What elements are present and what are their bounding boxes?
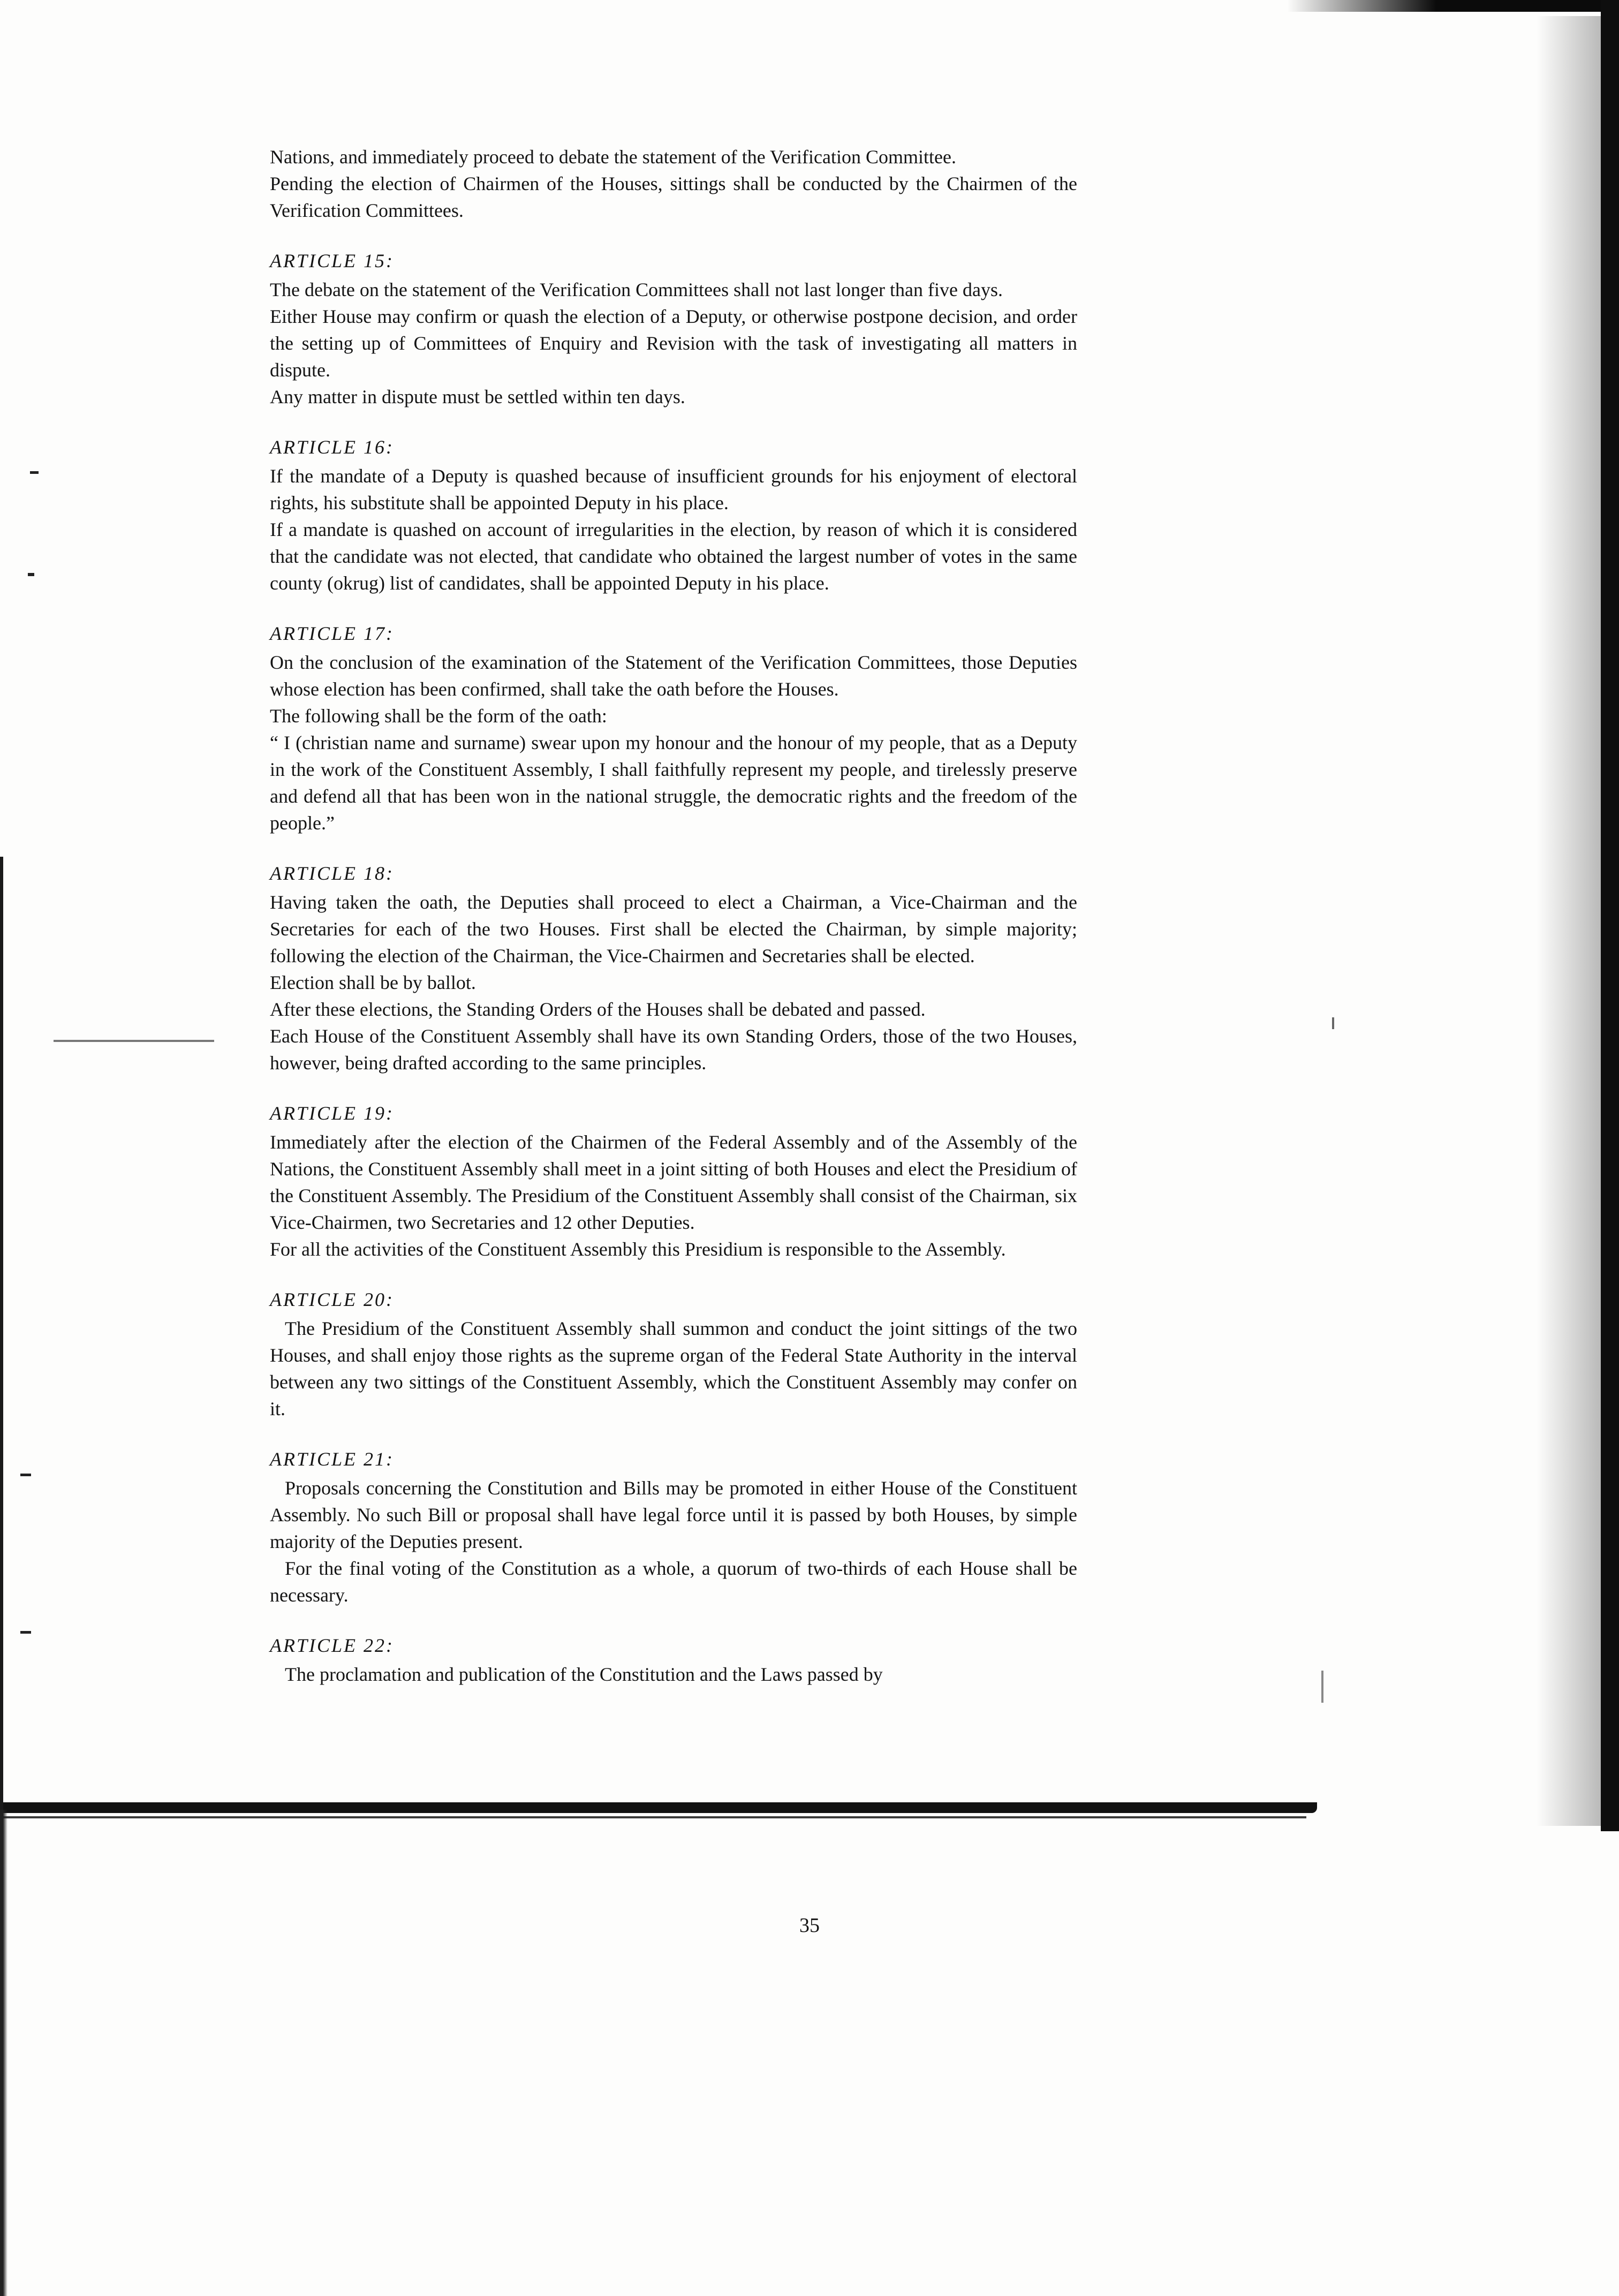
article-paragraph: Each House of the Constituent Assembly shall have its own Standing Orders, those of the two Houses, however, being drafted according to the same principles. [270, 1025, 1077, 1074]
oath-text: “ I (christian name and surname) swear upon my honour and the honour of my people, that as a Deputy in the work of the Constituent Assembly, I shall faithfully represent my people, and tirelessly preserve and defend all that has been won in the national struggle, the democratic rights and the freedom of the people.” [270, 732, 1077, 834]
article-paragraph: The following shall be the form of the oath: [270, 705, 607, 727]
scan-speck [1332, 1017, 1334, 1029]
article-paragraph: If the mandate of a Deputy is quashed because of insufficient grounds for his enjoyment of electoral rights, his substitute shall be appointed Deputy in his place. [270, 465, 1077, 513]
article-18 [270, 860, 1077, 1076]
article-paragraph: Election shall be by ballot. [270, 972, 476, 993]
scan-edge-top [1287, 0, 1619, 12]
article-heading: ARTICLE 19: [270, 1102, 395, 1124]
document-body [270, 144, 1077, 1688]
article-20 [270, 1286, 1077, 1422]
article-paragraph: Either House may confirm or quash the election of a Deputy, or otherwise postpone decision, and order the setting up of Committees of Enquiry and Revision with the task of investigating all matters in dispute. [270, 306, 1077, 381]
scan-speck [1321, 1671, 1323, 1703]
scan-speck [20, 1631, 31, 1634]
scan-edge-right [1601, 0, 1619, 1831]
article-17 [270, 620, 1077, 836]
article-heading: ARTICLE 18: [270, 863, 395, 884]
article-paragraph: Any matter in dispute must be settled within ten days. [270, 386, 685, 407]
article-paragraph: The debate on the statement of the Verification Committees shall not last longer than five days. [270, 279, 1003, 300]
article-paragraph: For all the activities of the Constituent Assembly this Presidium is responsible to the Assembly. [270, 1238, 1006, 1260]
opening-paragraph: Pending the election of Chairmen of the Houses, sittings shall be conducted by the Chairmen of the Verification Committees. [270, 173, 1077, 221]
article-paragraph: For the final voting of the Constitution as a whole, a quorum of two-thirds of each House shall be necessary. [270, 1558, 1077, 1606]
scan-edge-shade [1537, 16, 1601, 1826]
article-heading: ARTICLE 21: [270, 1448, 395, 1470]
scan-edge-bottom-line [0, 1816, 1306, 1818]
article-15 [270, 247, 1077, 410]
article-paragraph: Proposals concerning the Constitution and Bills may be promoted in either House of the Constituent Assembly. No such Bill or proposal shall have legal force until it is passed by both Houses, by simple majority of the Deputies present. [270, 1477, 1077, 1552]
article-paragraph: Having taken the oath, the Deputies shall proceed to elect a Chairman, a Vice-Chairman and the Secretaries for each of the two Houses. First shall be elected the Chairman, by simple majority; following the election of the Chairman, the Vice-Chairmen and Secretaries shall be elected. [270, 892, 1077, 966]
article-heading: ARTICLE 20: [270, 1289, 395, 1310]
article-heading: ARTICLE 15: [270, 250, 395, 271]
scan-speck [28, 573, 34, 576]
scan-speck [30, 471, 39, 474]
scan-edge-left-lower [0, 1810, 7, 2296]
page-number: 35 [799, 1914, 820, 1937]
article-paragraph: On the conclusion of the examination of the Statement of the Verification Committees, those Deputies whose election has been confirmed, shall take the oath before the Houses. [270, 652, 1077, 700]
article-paragraph: After these elections, the Standing Orders of the Houses shall be debated and passed. [270, 999, 926, 1020]
opening-paragraph: Nations, and immediately proceed to debate the statement of the Verification Committee. [270, 146, 956, 168]
article-paragraph: Immediately after the election of the Chairmen of the Federal Assembly and of the Assembly of the Nations, the Constituent Assembly shall meet in a joint sitting of both Houses and elect the Presidium of the Constituent Assembly. The Presidium of the Constituent Assembly shall consist of the Chairman, six Vice-Chairmen, two Secretaries and 12 other Deputies. [270, 1131, 1077, 1233]
article-19 [270, 1100, 1077, 1263]
article-paragraph: The Presidium of the Constituent Assembly shall summon and conduct the joint sittings of the two Houses, and shall enjoy those rights as the supreme organ of the Federal State Authority in the interval between any two sittings of the Constituent Assembly, which the Constituent Assembly may confer on it. [270, 1318, 1077, 1419]
article-21 [270, 1446, 1077, 1608]
article-16 [270, 434, 1077, 596]
scan-edge-bottom [0, 1802, 1317, 1813]
scan-speck [54, 1040, 214, 1042]
article-heading: ARTICLE 17: [270, 623, 395, 644]
article-paragraph: The proclamation and publication of the Constitution and the Laws passed by [285, 1664, 883, 1685]
scan-speck [20, 1474, 31, 1476]
article-heading: ARTICLE 16: [270, 436, 395, 458]
article-paragraph: If a mandate is quashed on account of irregularities in the election, by reason of which it is considered that the candidate was not elected, that candidate who obtained the largest number of votes in the same county (okrug) list of candidates, shall be appointed Deputy in his place. [270, 519, 1077, 594]
article-heading: ARTICLE 22: [270, 1635, 395, 1656]
article-22 [270, 1632, 1077, 1688]
